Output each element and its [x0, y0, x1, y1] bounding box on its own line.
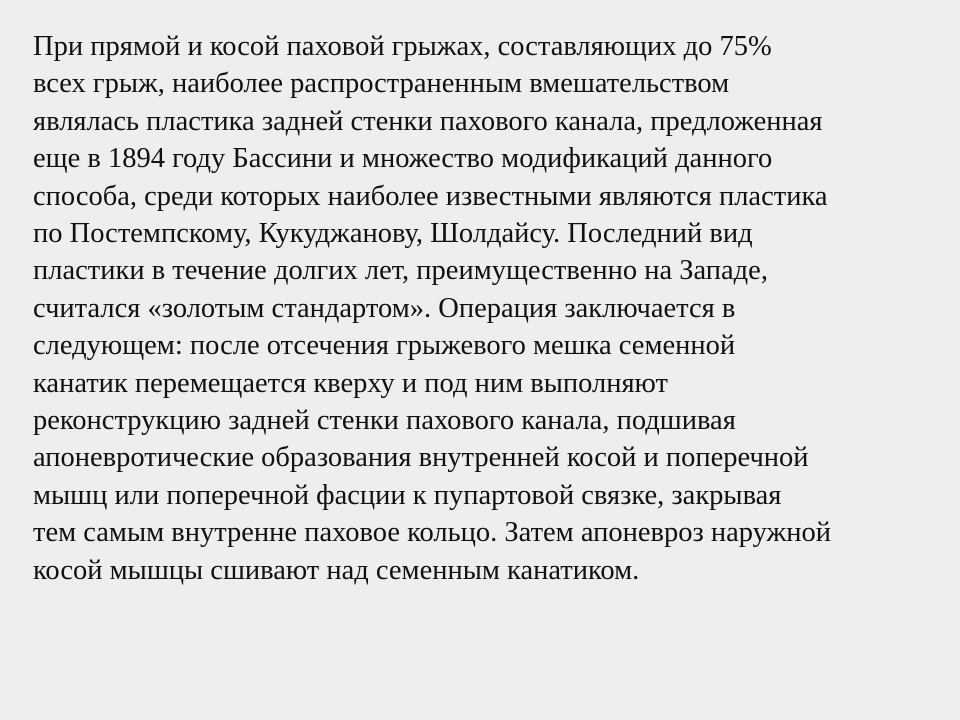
- text-line-5: способа, среди которых наиболее известными являются пластика: [33, 180, 828, 212]
- text-line-8: считался «золотым стандартом». Операция заключается в: [33, 292, 736, 324]
- text-line-3: являлась пластика задней стенки пахового канала, предложенная: [33, 105, 823, 137]
- text-line-9: следующем: после отсечения грыжевого мешка семенной: [33, 330, 736, 362]
- text-line-6: по Постемпскому, Кукуджанову, Шолдайсу. Последний вид: [33, 218, 753, 250]
- text-line-14: тем самым внутренне паховое кольцо. Затем апоневроз наружной: [33, 517, 831, 549]
- text-line-12: апоневротические образования внутренней косой и поперечной: [33, 442, 809, 474]
- body-paragraph: [33, 28, 938, 589]
- text-line-4: еще в 1894 году Бассини и множество модификаций данного: [33, 143, 773, 175]
- text-line-13: мышц или поперечной фасции к пупартовой связке, закрывая: [33, 479, 782, 511]
- text-line-15: косой мышцы сшивают над семенным канатиком.: [33, 554, 640, 586]
- text-line-11: реконструкцию задней стенки пахового канала, подшивая: [33, 405, 736, 437]
- text-line-2: всех грыж, наиболее распространенным вмешательством: [33, 68, 730, 100]
- text-line-10: канатик перемещается кверху и под ним выполняют: [33, 367, 668, 399]
- text-line-7: пластики в течение долгих лет, преимущественно на Западе,: [33, 255, 768, 287]
- text-line-1: При прямой и косой паховой грыжах, составляющих до 75%: [33, 31, 772, 62]
